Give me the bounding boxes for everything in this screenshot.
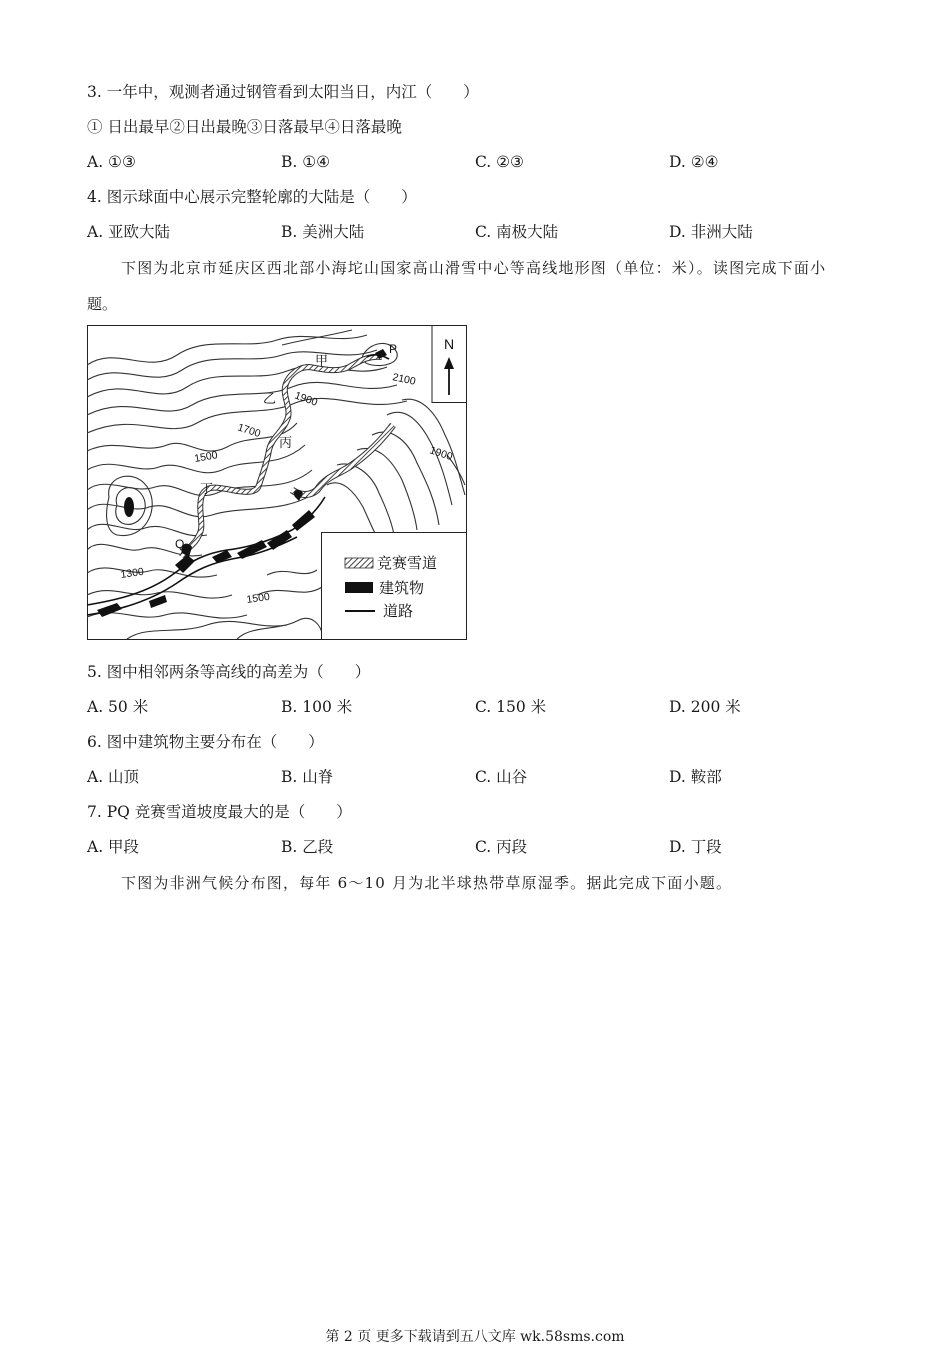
q5-stem: 5. 图中相邻两条等高线的高差为（ ）	[87, 663, 371, 681]
contour-2100: 2100	[391, 371, 417, 388]
q6-stem: 6. 图中建筑物主要分布在（ ）	[87, 733, 324, 751]
q6-option-c: C. 山谷	[475, 768, 528, 786]
q7-option-c: C. 丙段	[475, 838, 528, 856]
q3-option-d: D. ②④	[669, 153, 719, 171]
label-ding: 丁	[200, 481, 214, 496]
q3-option-b: B. ①④	[281, 153, 331, 171]
q5-option-b: B. 100 米	[281, 698, 353, 716]
q3-stem: 3. 一年中，观测者通过钢管看到太阳当日，内江（ ）	[87, 83, 479, 101]
q4-stem: 4. 图示球面中心展示完整轮廓的大陆是（ ）	[87, 188, 417, 206]
legend-building: 建筑物	[379, 580, 425, 597]
q4-option-d: D. 非洲大陆	[669, 223, 753, 241]
q7-stem: 7. PQ 竞赛雪道坡度最大的是（ ）	[87, 803, 352, 821]
q6-option-a: A. 山顶	[87, 768, 140, 786]
map-intro-line2: 题。	[87, 295, 118, 313]
q4-option-a: A. 亚欧大陆	[87, 223, 171, 241]
contour-1900-b: 1900	[428, 444, 454, 464]
q3-option-a: A. ①③	[87, 153, 136, 171]
contour-1900-a: 1900	[292, 389, 320, 409]
q4-option-b: B. 美洲大陆	[281, 223, 365, 241]
q4-option-c: C. 南极大陆	[475, 223, 559, 241]
contour-map-figure	[87, 325, 467, 640]
q5-option-a: A. 50 米	[87, 698, 149, 716]
legend-ski-run: 竞赛雪道	[377, 555, 438, 572]
contour-1500-a: 1500	[193, 449, 219, 465]
q3-option-c: C. ②③	[475, 153, 524, 171]
q5-option-d: D. 200 米	[669, 698, 741, 716]
q7-option-d: D. 丁段	[669, 838, 722, 856]
label-bing: 丙	[279, 435, 293, 450]
q5-option-c: C. 150 米	[475, 698, 547, 716]
contour-1700: 1700	[236, 421, 262, 441]
contour-1500-b: 1500	[245, 590, 271, 606]
map-intro-line1: 下图为北京市延庆区西北部小海坨山国家高山滑雪中心等高线地形图（单位：米）。读图完成下面小	[121, 259, 827, 277]
q7-option-a: A. 甲段	[87, 838, 140, 856]
contour-1300: 1300	[119, 565, 145, 581]
north-arrow	[432, 326, 467, 403]
q7-option-b: B. 乙段	[281, 838, 334, 856]
q6-option-b: B. 山脊	[281, 768, 334, 786]
africa-intro: 下图为非洲气候分布图，每年 6～10 月为北半球热带草原湿季。据此完成下面小题。	[121, 874, 733, 892]
map-legend	[322, 533, 467, 640]
north-label: N	[443, 336, 455, 352]
legend-road: 道路	[383, 603, 414, 620]
page-footer: 第 2 页 更多下载请到五八文库 wk.58sms.com	[325, 1329, 625, 1345]
q3-choices: ① 日出最早②日出最晚③日落最早④日落最晚	[87, 118, 402, 136]
label-jia: 甲	[315, 353, 329, 368]
label-p: P	[389, 342, 398, 356]
label-q: Q	[175, 537, 185, 551]
q6-option-d: D. 鞍部	[669, 768, 722, 786]
label-yi: 乙	[263, 391, 277, 406]
